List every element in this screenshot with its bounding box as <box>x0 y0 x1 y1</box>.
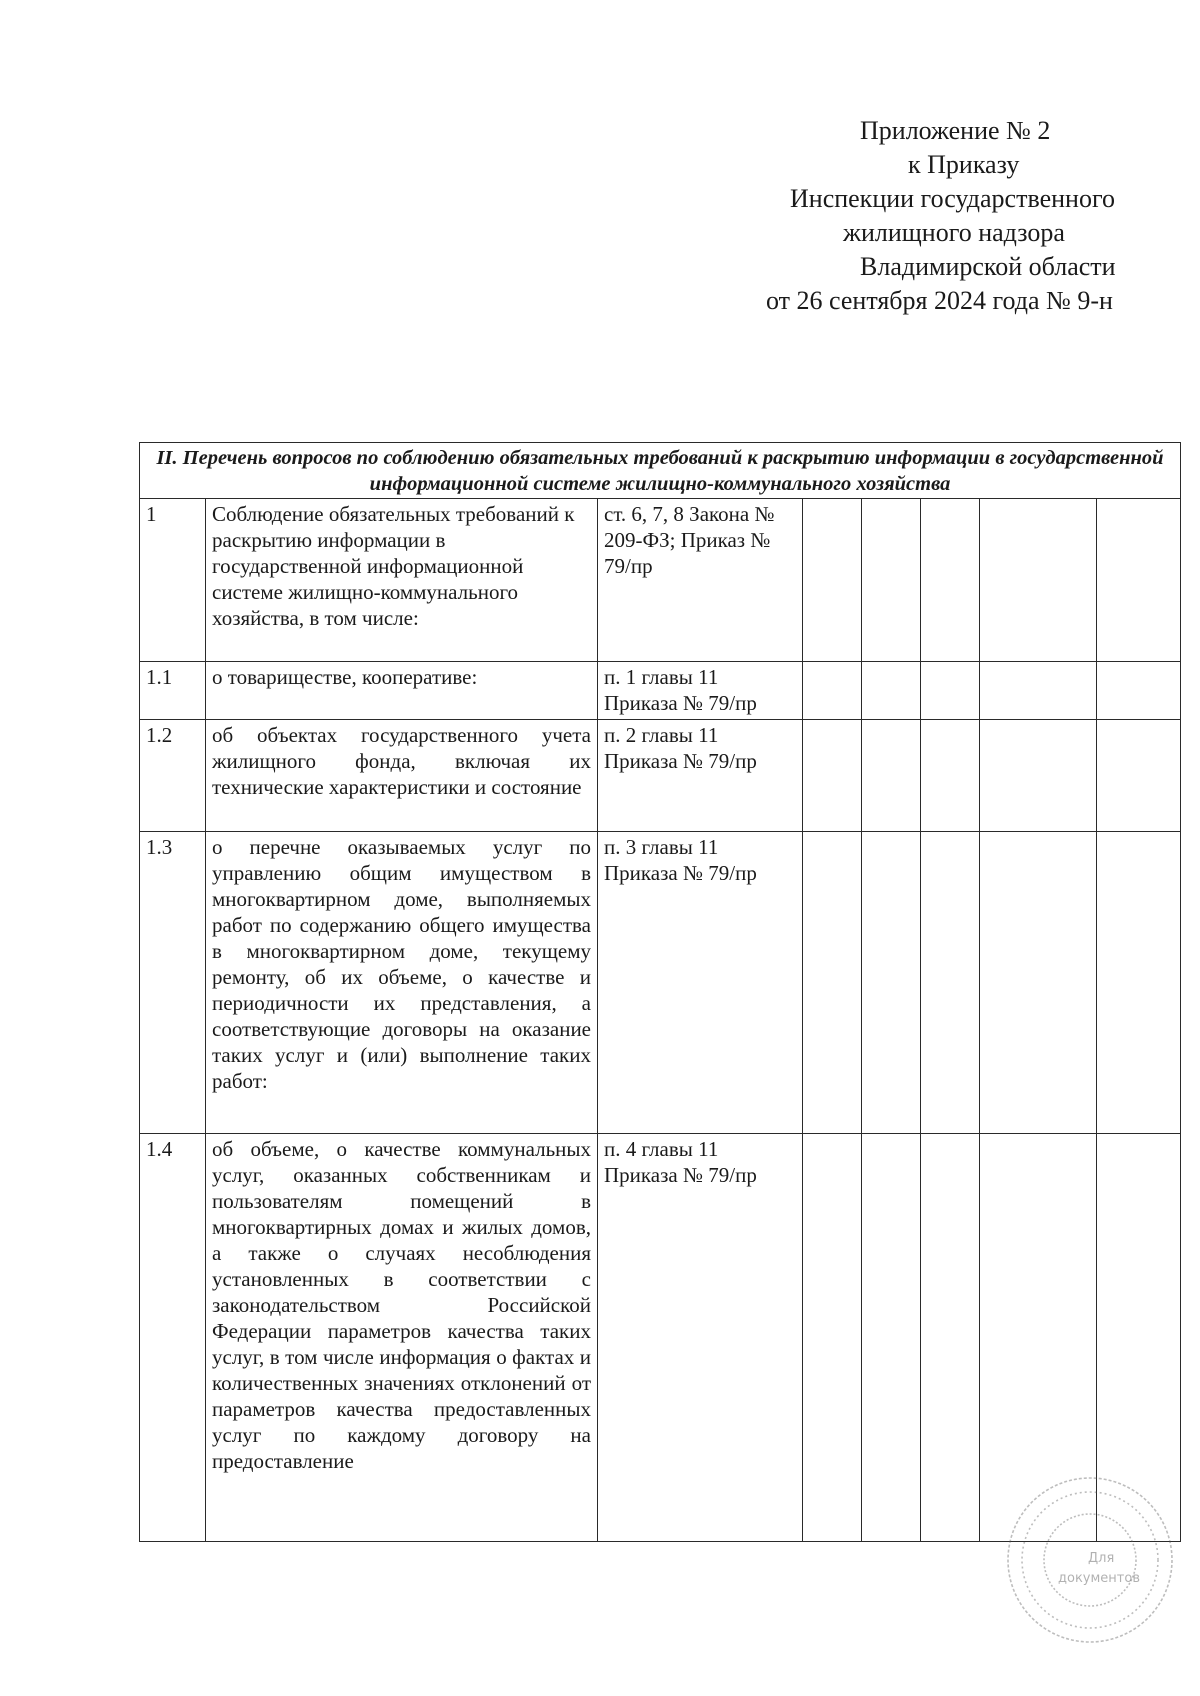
row-requirement: об объектах государственного учета жилищного фонда, включая их технические характеристики и состояние <box>206 720 598 832</box>
empty-cell <box>1097 499 1181 662</box>
empty-cell <box>862 1134 921 1542</box>
annex-line-to-order: к Приказу <box>908 150 1020 179</box>
row-legal-reference: п. 4 главы 11 Приказа № 79/пр <box>598 1134 803 1542</box>
empty-cell <box>803 662 862 720</box>
empty-cell <box>862 720 921 832</box>
stamp-text-1: Для <box>1088 1551 1115 1566</box>
row-number: 1.3 <box>140 832 206 1134</box>
row-number: 1.1 <box>140 662 206 720</box>
empty-cell <box>1097 720 1181 832</box>
section-title: II. Перечень вопросов по соблюдению обязательных требований к раскрытию информации в государственной информационной системе жилищно-коммунального хозяйства <box>140 443 1181 499</box>
row-number: 1.2 <box>140 720 206 832</box>
stamp-text-2: документов <box>1058 1571 1140 1586</box>
row-requirement: о товариществе, кооперативе: <box>206 662 598 720</box>
empty-cell <box>921 720 980 832</box>
row-requirement: об объеме, о качестве коммунальных услуг, оказанных собственникам и пользователям помещений в многоквартирных домах и жилых домов, а также о случаях несоблюдения установленных в соответствии с законодательством Российской Федерации параметров качества таких услуг, в том числе информация о фактах и количественных значениях отклонений от параметров качества предоставленных услуг по каждому договору на предоставление <box>206 1134 598 1542</box>
row-requirement: Соблюдение обязательных требований к раскрытию информации в государственной информационной системе жилищно-коммунального хозяйства, в том числе: <box>206 499 598 662</box>
annex-line-inspection: Инспекции государственного <box>790 184 1115 213</box>
empty-cell <box>921 662 980 720</box>
row-legal-reference: п. 1 главы 11 Приказа № 79/пр <box>598 662 803 720</box>
row-legal-reference: п. 3 главы 11 Приказа № 79/пр <box>598 832 803 1134</box>
table-row <box>140 499 1181 662</box>
empty-cell <box>862 832 921 1134</box>
annex-line-region: Владимирской области <box>860 252 1116 281</box>
table-row <box>140 720 1181 832</box>
section-header-row <box>140 443 1181 499</box>
table-row <box>140 662 1181 720</box>
empty-cell <box>921 499 980 662</box>
row-number: 1 <box>140 499 206 662</box>
empty-cell <box>862 662 921 720</box>
seal-stamp <box>1000 1470 1180 1650</box>
empty-cell <box>803 720 862 832</box>
annex-header <box>700 114 1180 318</box>
annex-line-date: от 26 сентября 2024 года № 9-н <box>766 286 1113 315</box>
empty-cell <box>980 662 1097 720</box>
empty-cell <box>980 499 1097 662</box>
empty-cell <box>803 1134 862 1542</box>
row-legal-reference: п. 2 главы 11 Приказа № 79/пр <box>598 720 803 832</box>
annex-line-supervision: жилищного надзора <box>843 218 1065 247</box>
empty-cell <box>980 720 1097 832</box>
table-row <box>140 832 1181 1134</box>
empty-cell <box>1097 662 1181 720</box>
empty-cell <box>862 499 921 662</box>
empty-cell <box>921 832 980 1134</box>
empty-cell <box>980 832 1097 1134</box>
empty-cell <box>1097 832 1181 1134</box>
empty-cell <box>921 1134 980 1542</box>
annex-line-appendix: Приложение № 2 <box>860 116 1051 145</box>
checklist-table <box>139 442 1181 1542</box>
row-requirement: о перечне оказываемых услуг по управлению общим имуществом в многоквартирном доме, выполняемых работ по содержанию общего имущества в многоквартирном доме, текущему ремонту, об их объеме, о качестве и периодичности их представления, а соответствующие договоры на оказание таких услуг и (или) выполнение таких работ: <box>206 832 598 1134</box>
empty-cell <box>803 499 862 662</box>
row-legal-reference: ст. 6, 7, 8 Закона № 209-ФЗ; Приказ № 79/пр <box>598 499 803 662</box>
empty-cell <box>803 832 862 1134</box>
row-number: 1.4 <box>140 1134 206 1542</box>
